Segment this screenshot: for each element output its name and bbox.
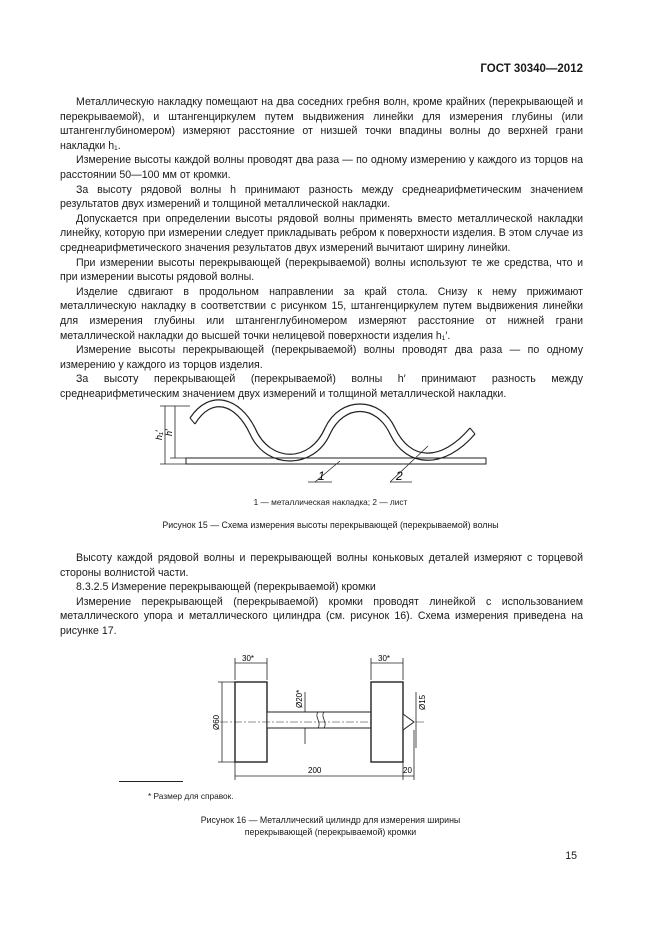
paragraph: Допускается при определении высоты рядовой волны применять вместо металлической накладки линейку, которую при измерении следует прикладывать ребром к поверхности изделия. В этом случае из среднеарифметического значения результатов двух измерений вычитают ширину линейки. <box>60 212 583 254</box>
paragraph: Измерение высоты перекрывающей (перекрываемой) волны проводят два раза — по одному измерению у каждого из торцов изделия. <box>60 344 583 371</box>
paragraph: Изделие сдвигают в продольном направлении за край стола. Снизу к нему прижимают металлическую накладку в соответствии с рисунком 15, штангенциркулем путем выдвижения линейки для измерения глубины или штангенглубиномером измеряют расстояние от нижней грани металлической накладки до высшей точки нелицевой поверхности изделия h₁′. <box>60 285 583 342</box>
cone-tip <box>403 714 414 730</box>
figure-15-caption: Рисунок 15 — Схема измерения высоты перекрывающей (перекрываемой) волны <box>162 520 499 530</box>
paragraph: За высоту перекрывающей (перекрываемой) волны h′ принимают разность между среднеарифметическим значением двух измерений и толщиной металлической накладки. <box>60 373 583 400</box>
body-text-2 <box>60 551 583 639</box>
leader-number-1: 1 <box>318 469 325 483</box>
figure-16-caption-line-1: Рисунок 16 — Металлический цилиндр для измерения ширины <box>200 815 461 825</box>
paragraph: Металлическую накладку помещают на два соседних гребня волн, кроме крайних (перекрывающей и перекрываемой), и штангенциркулем путем выдвижения линейки для измерения глубины (или штангенглубиномером) измеряют расстояние от низшей точки впадины волны до верхней грани накладки h₁. <box>60 96 583 152</box>
dim-label-h: h′ <box>164 429 174 436</box>
page-header: ГОСТ 30340—2012 <box>480 63 583 75</box>
body-text-1 <box>60 95 583 401</box>
dim-200: 200 <box>308 766 322 775</box>
paragraph: При измерении высоты перекрывающей (перекрываемой) волны используют те же средства, что и при измерении высоты рядовой волны. <box>60 256 583 284</box>
dim-d60: Ø60 <box>212 714 221 730</box>
figure-15-drawing <box>140 388 500 488</box>
dim-30-left: 30* <box>242 654 255 663</box>
dim-20: 20 <box>403 766 412 775</box>
footnote: * Размер для справок. <box>148 791 234 801</box>
right-disk <box>371 682 403 762</box>
dim-label-h1: h₁′ <box>154 430 164 440</box>
figure-16-drawing <box>200 652 440 787</box>
figure-16-caption-line-2: перекрывающей (перекрываемой) кромки <box>244 827 417 837</box>
leader-number-2: 2 <box>396 469 403 483</box>
dim-d15: Ø15 <box>418 694 427 710</box>
paragraph: Измерение перекрывающей (перекрываемой) кромки проводят линейкой с использованием металлического упора и металлического цилиндра (см. рисунок 16). Схема измерения приведена на рисунке 17. <box>60 595 583 637</box>
section-heading: 8.3.2.5 Измерение перекрывающей (перекрываемой) кромки <box>76 581 376 594</box>
footnote-separator <box>119 781 183 782</box>
page-number: 15 <box>565 850 577 862</box>
dim-d20: Ø20* <box>295 689 304 708</box>
paragraph: За высоту рядовой волны h принимают разность между среднеарифметическим значением результатов двух измерений и толщиной металлической накладки. <box>60 183 583 211</box>
paragraph: Высоту каждой рядовой волны и перекрывающей волны коньковых деталей измеряют с торцевой стороны волнистой части. <box>60 552 583 579</box>
paragraph: Измерение высоты каждой волны проводят два раза — по одному измерению у каждого из торцов на расстоянии 50—100 мм от кромки. <box>60 154 583 181</box>
dim-30-right: 30* <box>378 654 391 663</box>
figure-15-legend: 1 — металлическая накладка; 2 — лист <box>253 497 408 507</box>
